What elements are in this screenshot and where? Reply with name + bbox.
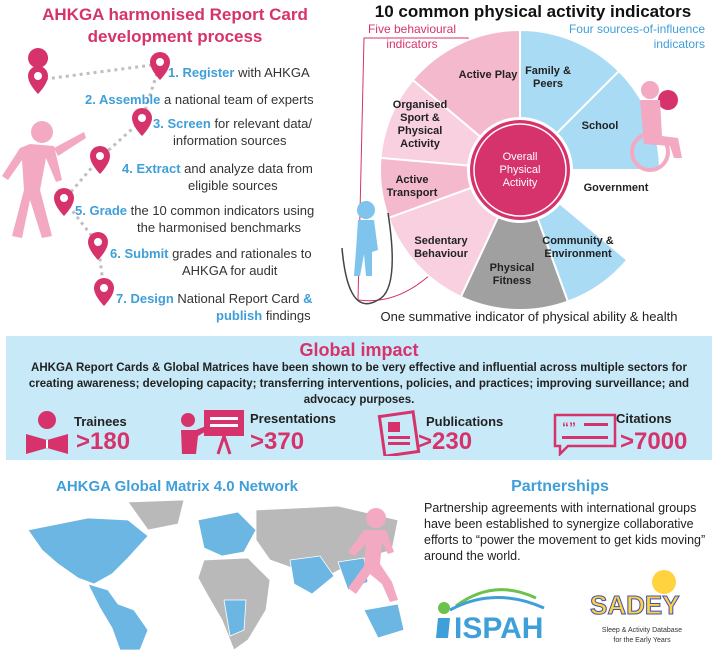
label-government: Government [583,182,649,194]
step-5-line2: the harmonised benchmarks [137,220,302,235]
step-2-number: 2. Assemble [85,92,161,107]
step-3-text: for relevant data/ [210,116,312,131]
presentations-label: Presentations [250,411,336,426]
indicators-title: 10 common physical activity indicators [374,2,692,21]
global-impact-text: AHKGA Report Cards & Global Matrices have been shown to be very effective and influential across multiple sectors for creating awareness; developing capacity; transferring interventions, policies, and practices; improving surveillance; and advocacy purposes. [28,362,690,406]
center-label-3: Activity [502,177,538,189]
step-6 [110,245,325,279]
step-3 [153,115,323,149]
process-title-line1: AHKGA harmonised Report Card [42,5,308,24]
label-school: School [581,120,619,132]
step-6-number: 6. Submit [110,246,169,261]
step-7-number: 7. Design [116,291,174,306]
step-6-text: grades and rationales to [168,246,312,261]
center-label-1: Overall [502,151,538,163]
label-community-1: Community & [542,235,614,247]
indicator-wheel [338,28,718,310]
ispah-wordmark: ISPAH [454,612,544,644]
label-family-peers-1: Family & [525,65,571,77]
center-label-2: Physical [499,164,541,176]
citations-label: Citations [616,411,672,426]
label-sport-4: Activity [400,138,440,150]
step-1-number: 1. Register [168,65,235,80]
svg-text:“”: “” [562,419,576,435]
label-active-play: Active Play [458,69,518,81]
partnerships-title: Partnerships [511,478,609,495]
publications-icon [376,410,424,456]
publications-value: >230 [418,428,473,455]
step-2-text: a national team of experts [160,92,314,107]
process-title-line2: development process [87,27,263,46]
step-2 [85,91,314,108]
running-girl-icon [342,504,402,604]
label-sport-1: Organised [392,99,448,111]
step-7 [116,290,331,324]
presentations-icon [178,408,248,456]
label-transport-2: Transport [386,187,438,199]
step-7-text: National Report Card [173,291,304,306]
step-6-line2: AHKGA for audit [182,263,278,278]
sadey-subtitle-1: Sleep & Activity Database [601,627,683,634]
label-fitness-2: Fitness [492,275,532,287]
pin-icon [28,48,48,68]
trainees-label: Trainees [74,414,127,429]
step-5-text: the 10 common indicators using [127,203,315,218]
global-impact-title: Global impact [299,340,419,360]
step-4-line2: eligible sources [188,178,278,193]
summative-indicator-text: One summative indicator of physical ability & health [380,309,678,324]
partnerships-text: Partnership agreements with international groups have been established to synergize collaborative efforts to “power the movement to get kids moving” around the world. [424,501,706,563]
step-7-findings: findings [262,308,311,323]
step-3-line2: information sources [173,133,287,148]
citations-value: >7000 [620,428,688,455]
label-fitness-1: Physical [489,262,535,274]
step-1 [168,64,310,81]
label-sedentary-1: Sedentary [414,235,468,247]
behavioural-indicators-label: Five behavioural indicators [367,22,457,51]
step-5 [75,202,325,236]
label-sedentary-2: Behaviour [414,248,468,260]
trainees-value: >180 [76,428,131,455]
label-family-peers-2: Peers [533,78,563,90]
presentations-value: >370 [250,428,305,455]
ispah-logo [426,574,564,644]
influence-indicators-label: Four sources-of-influence indicators [568,22,705,51]
step-4 [122,160,322,194]
sadey-wordmark: SADEY [590,590,680,620]
trainees-icon [22,410,72,456]
step-7-publish: publish [216,308,263,323]
child-silhouette-icon [2,121,86,238]
sadey-logo [586,566,698,650]
step-4-text: and analyze data from [180,161,313,176]
label-community-2: Environment [544,248,612,260]
network-title: AHKGA Global Matrix 4.0 Network [56,478,298,495]
jump-rope-child-icon [342,201,392,304]
step-4-number: 4. Extract [122,161,181,176]
label-sport-3: Physical [397,125,443,137]
step-5-number: 5. Grade [75,203,128,218]
citations-icon [552,412,618,456]
publications-label: Publications [426,414,504,429]
sadey-subtitle-2: for the Early Years [613,637,671,644]
step-1-text: with AHKGA [234,65,310,80]
step-7-ampersand: & [303,291,313,306]
label-sport-2: Sport & [400,112,440,124]
label-transport-1: Active [395,174,429,186]
step-3-number: 3. Screen [153,116,211,131]
